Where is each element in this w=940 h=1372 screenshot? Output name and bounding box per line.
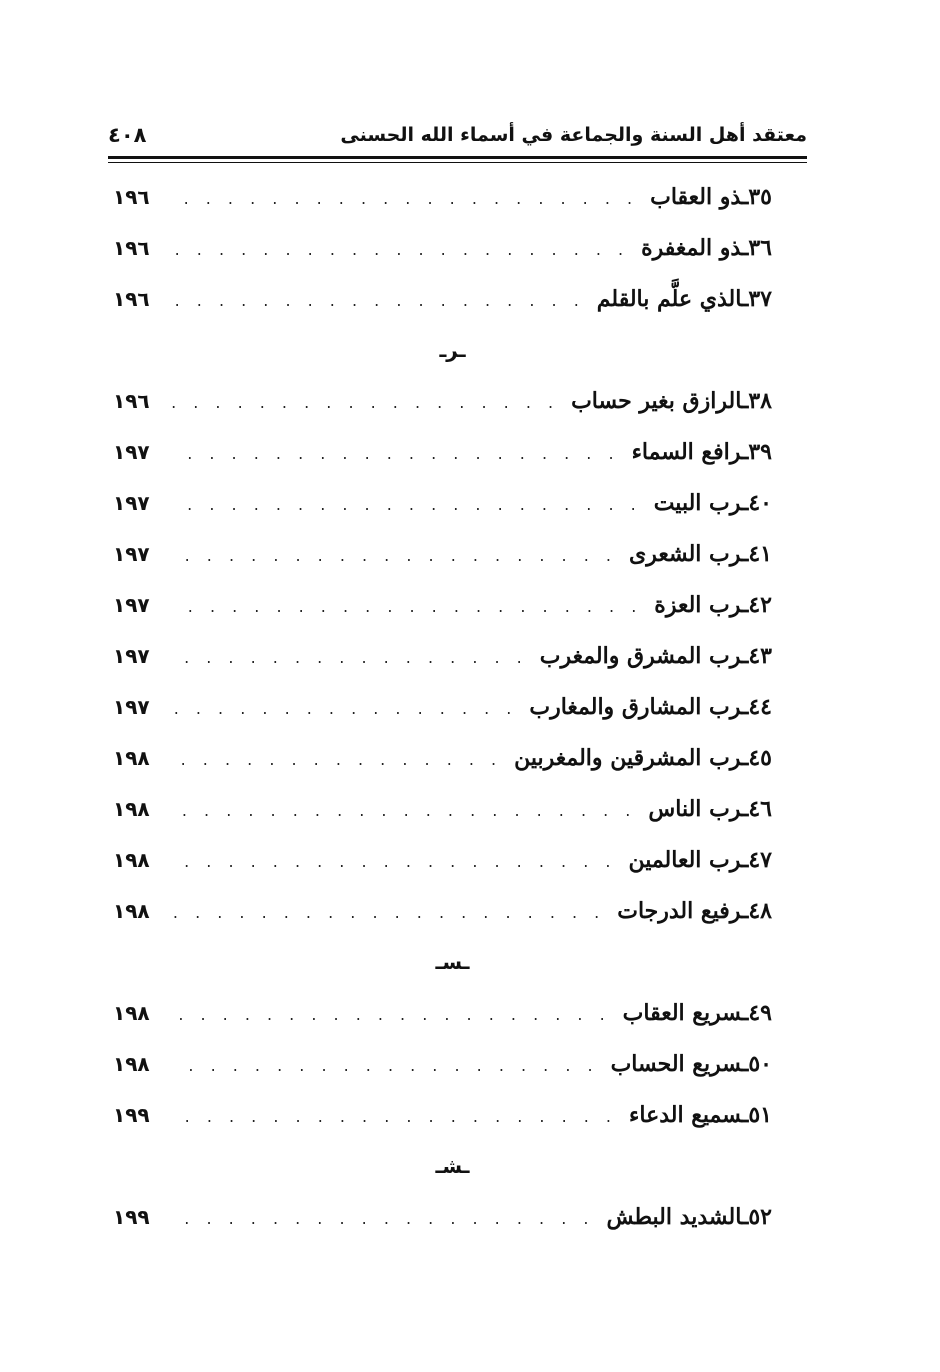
dot-leader xyxy=(171,734,502,785)
entry-title: ٣٧ـالذي علَّم بالقلم xyxy=(596,286,772,312)
toc-entry xyxy=(113,478,772,529)
header-rule-thin xyxy=(108,162,807,163)
entry-title: ٤٠ـرب البيت xyxy=(653,490,772,516)
entry-page-number: ١٩٧ xyxy=(113,491,150,515)
toc-entry xyxy=(113,274,772,325)
dot-leader xyxy=(171,785,636,836)
page-number: ٤٠٨ xyxy=(108,123,147,147)
dot-leader xyxy=(171,836,616,887)
entry-title: ٤٣ـرب المشرق والمغرب xyxy=(539,643,772,669)
entry-page-number: ١٩٩ xyxy=(113,1205,150,1229)
section-letter: ـشـ xyxy=(435,1154,470,1178)
entry-page-number: ١٩٨ xyxy=(113,1052,150,1076)
entry-title: ٥٠ـسريع الحساب xyxy=(610,1051,772,1077)
dot-leader xyxy=(171,224,629,275)
toc-entry xyxy=(113,682,772,733)
toc-entry xyxy=(113,1192,772,1243)
dot-leader xyxy=(171,275,585,326)
entry-page-number: ١٩٧ xyxy=(113,695,150,719)
entry-page-number: ١٩٨ xyxy=(113,848,150,872)
dot-leader xyxy=(171,1193,594,1244)
toc-entry xyxy=(113,529,772,580)
dot-leader xyxy=(171,428,620,479)
toc-entry xyxy=(113,631,772,682)
toc-entry xyxy=(113,784,772,835)
toc-entry xyxy=(113,1039,772,1090)
entry-page-number: ١٩٦ xyxy=(113,236,150,260)
toc-entry xyxy=(113,1090,772,1141)
section-letter-heading xyxy=(113,325,772,376)
entry-page-number: ١٩٦ xyxy=(113,287,150,311)
entry-page-number: ١٩٦ xyxy=(113,389,150,413)
toc-entry xyxy=(113,835,772,886)
toc-entry xyxy=(113,580,772,631)
dot-leader xyxy=(171,581,642,632)
entry-title: ٥١ـسميع الدعاء xyxy=(629,1102,772,1128)
running-title: معتقد أهل السنة والجماعة في أسماء الله الحسنى xyxy=(340,124,807,146)
entry-page-number: ١٩٧ xyxy=(113,593,150,617)
entry-title: ٤٤ـرب المشارق والمغارب xyxy=(529,694,772,720)
entry-title: ٤٧ـرب العالمين xyxy=(628,847,772,873)
entry-page-number: ١٩٩ xyxy=(113,1103,150,1127)
entry-title: ٤٥ـرب المشرقين والمغربين xyxy=(514,745,772,771)
toc-entry xyxy=(113,733,772,784)
dot-leader xyxy=(171,683,517,734)
entry-page-number: ١٩٨ xyxy=(113,797,150,821)
dot-leader xyxy=(171,989,611,1040)
entry-title: ٤٦ـرب الناس xyxy=(648,796,772,822)
section-letter: ـسـ xyxy=(435,950,470,974)
dot-leader xyxy=(171,530,617,581)
table-of-contents xyxy=(113,172,772,1243)
section-letter-heading xyxy=(113,1141,772,1192)
entry-page-number: ١٩٨ xyxy=(113,1001,150,1025)
section-letter: ـرـ xyxy=(439,338,466,362)
entry-title: ٣٨ـالرازق بغير حساب xyxy=(571,388,772,414)
toc-entry xyxy=(113,886,772,937)
toc-entry xyxy=(113,172,772,223)
entry-title: ٣٩ـرافع السماء xyxy=(631,439,772,465)
dot-leader xyxy=(171,479,642,530)
dot-leader xyxy=(171,632,528,683)
entry-title: ٤٩ـسريع العقاب xyxy=(622,1000,772,1026)
dot-leader xyxy=(171,173,638,224)
entry-page-number: ١٩٨ xyxy=(113,899,150,923)
entry-title: ٣٥ـذو العقاب xyxy=(650,184,772,210)
dot-leader xyxy=(171,377,559,428)
header-rule-thick xyxy=(108,156,807,159)
dot-leader xyxy=(171,1091,617,1142)
dot-leader xyxy=(171,1040,599,1091)
section-letter-heading xyxy=(113,937,772,988)
dot-leader xyxy=(171,887,605,938)
entry-page-number: ١٩٦ xyxy=(113,185,150,209)
toc-entry xyxy=(113,376,772,427)
entry-page-number: ١٩٧ xyxy=(113,542,150,566)
entry-page-number: ١٩٧ xyxy=(113,440,150,464)
entry-title: ٤٢ـرب العزة xyxy=(654,592,772,618)
entry-page-number: ١٩٨ xyxy=(113,746,150,770)
toc-entry xyxy=(113,223,772,274)
entry-title: ٤٨ـرفيع الدرجات xyxy=(617,898,772,924)
toc-entry xyxy=(113,988,772,1039)
toc-entry xyxy=(113,427,772,478)
entry-title: ٣٦ـذو المغفرة xyxy=(641,235,772,261)
entry-title: ٤١ـرب الشعرى xyxy=(628,541,772,567)
entry-title: ٥٢ـالشديد البطش xyxy=(606,1204,772,1230)
entry-page-number: ١٩٧ xyxy=(113,644,150,668)
page-header xyxy=(108,118,807,152)
